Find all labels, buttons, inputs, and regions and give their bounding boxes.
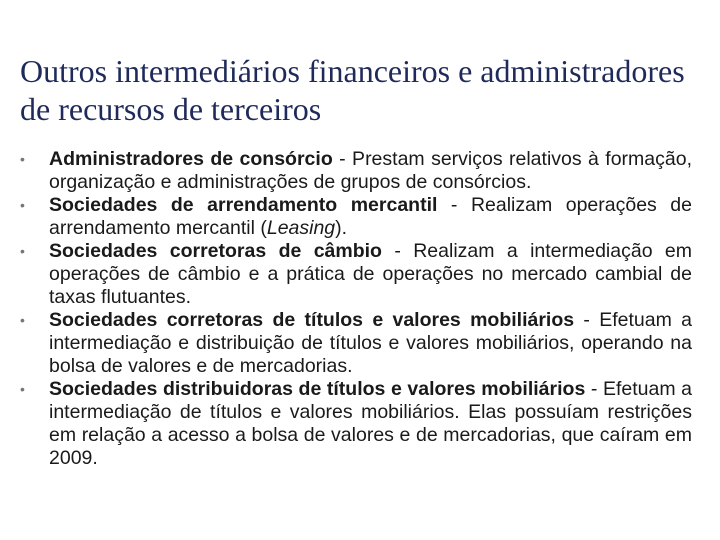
bullet-text: - Efetuam a intermediação e distribuição de títulos e valores mobiliários, operando na bolsa de valores e de mercadorias. [49,309,692,377]
bullet-term: Sociedades corretoras de títulos e valores mobiliários [49,309,575,331]
bullet-text-after: ). [335,217,348,239]
bullet-item-cambio [20,240,692,309]
bullet-term: Sociedades corretoras de câmbio [49,240,382,262]
bullet-term: Sociedades de arrendamento mercantil [49,194,438,216]
bullet-term: Administradores de consórcio [49,148,333,170]
bullet-icon: • [20,312,25,328]
bullet-text: - Efetuam a intermediação de títulos e valores mobiliários. Elas possuíam restrições em relação a acesso a bolsa de valores e de mercadorias, que caíram em 2009. [49,378,692,469]
bullet-italic-text: Leasing [266,217,336,239]
bullet-text: - Prestam serviços relativos à formação, organização e administrações de grupos de consórcios. [49,148,692,193]
bullet-item-distribuidoras [20,378,692,470]
bullet-item-corretoras-titulos [20,309,692,378]
slide-title: Outros intermediários financeiros e administradores de recursos de terceiros [20,53,685,127]
bullet-icon: • [20,197,25,213]
bullet-text: - Realizam a intermediação em operações de câmbio e a prática de operações no mercado cambial de taxas flutuantes. [49,240,693,308]
bullet-icon: • [20,151,25,167]
bullet-text: - Realizam operações de arrendamento mercantil ( [49,194,692,239]
bullet-icon: • [20,243,25,259]
bullet-icon: • [20,381,25,397]
bullet-term: Sociedades distribuidoras de títulos e valores mobiliários [49,378,586,400]
bullet-item-arrendamento [20,194,692,240]
bullet-item-consorcio [20,148,692,194]
bullet-list [20,148,692,470]
